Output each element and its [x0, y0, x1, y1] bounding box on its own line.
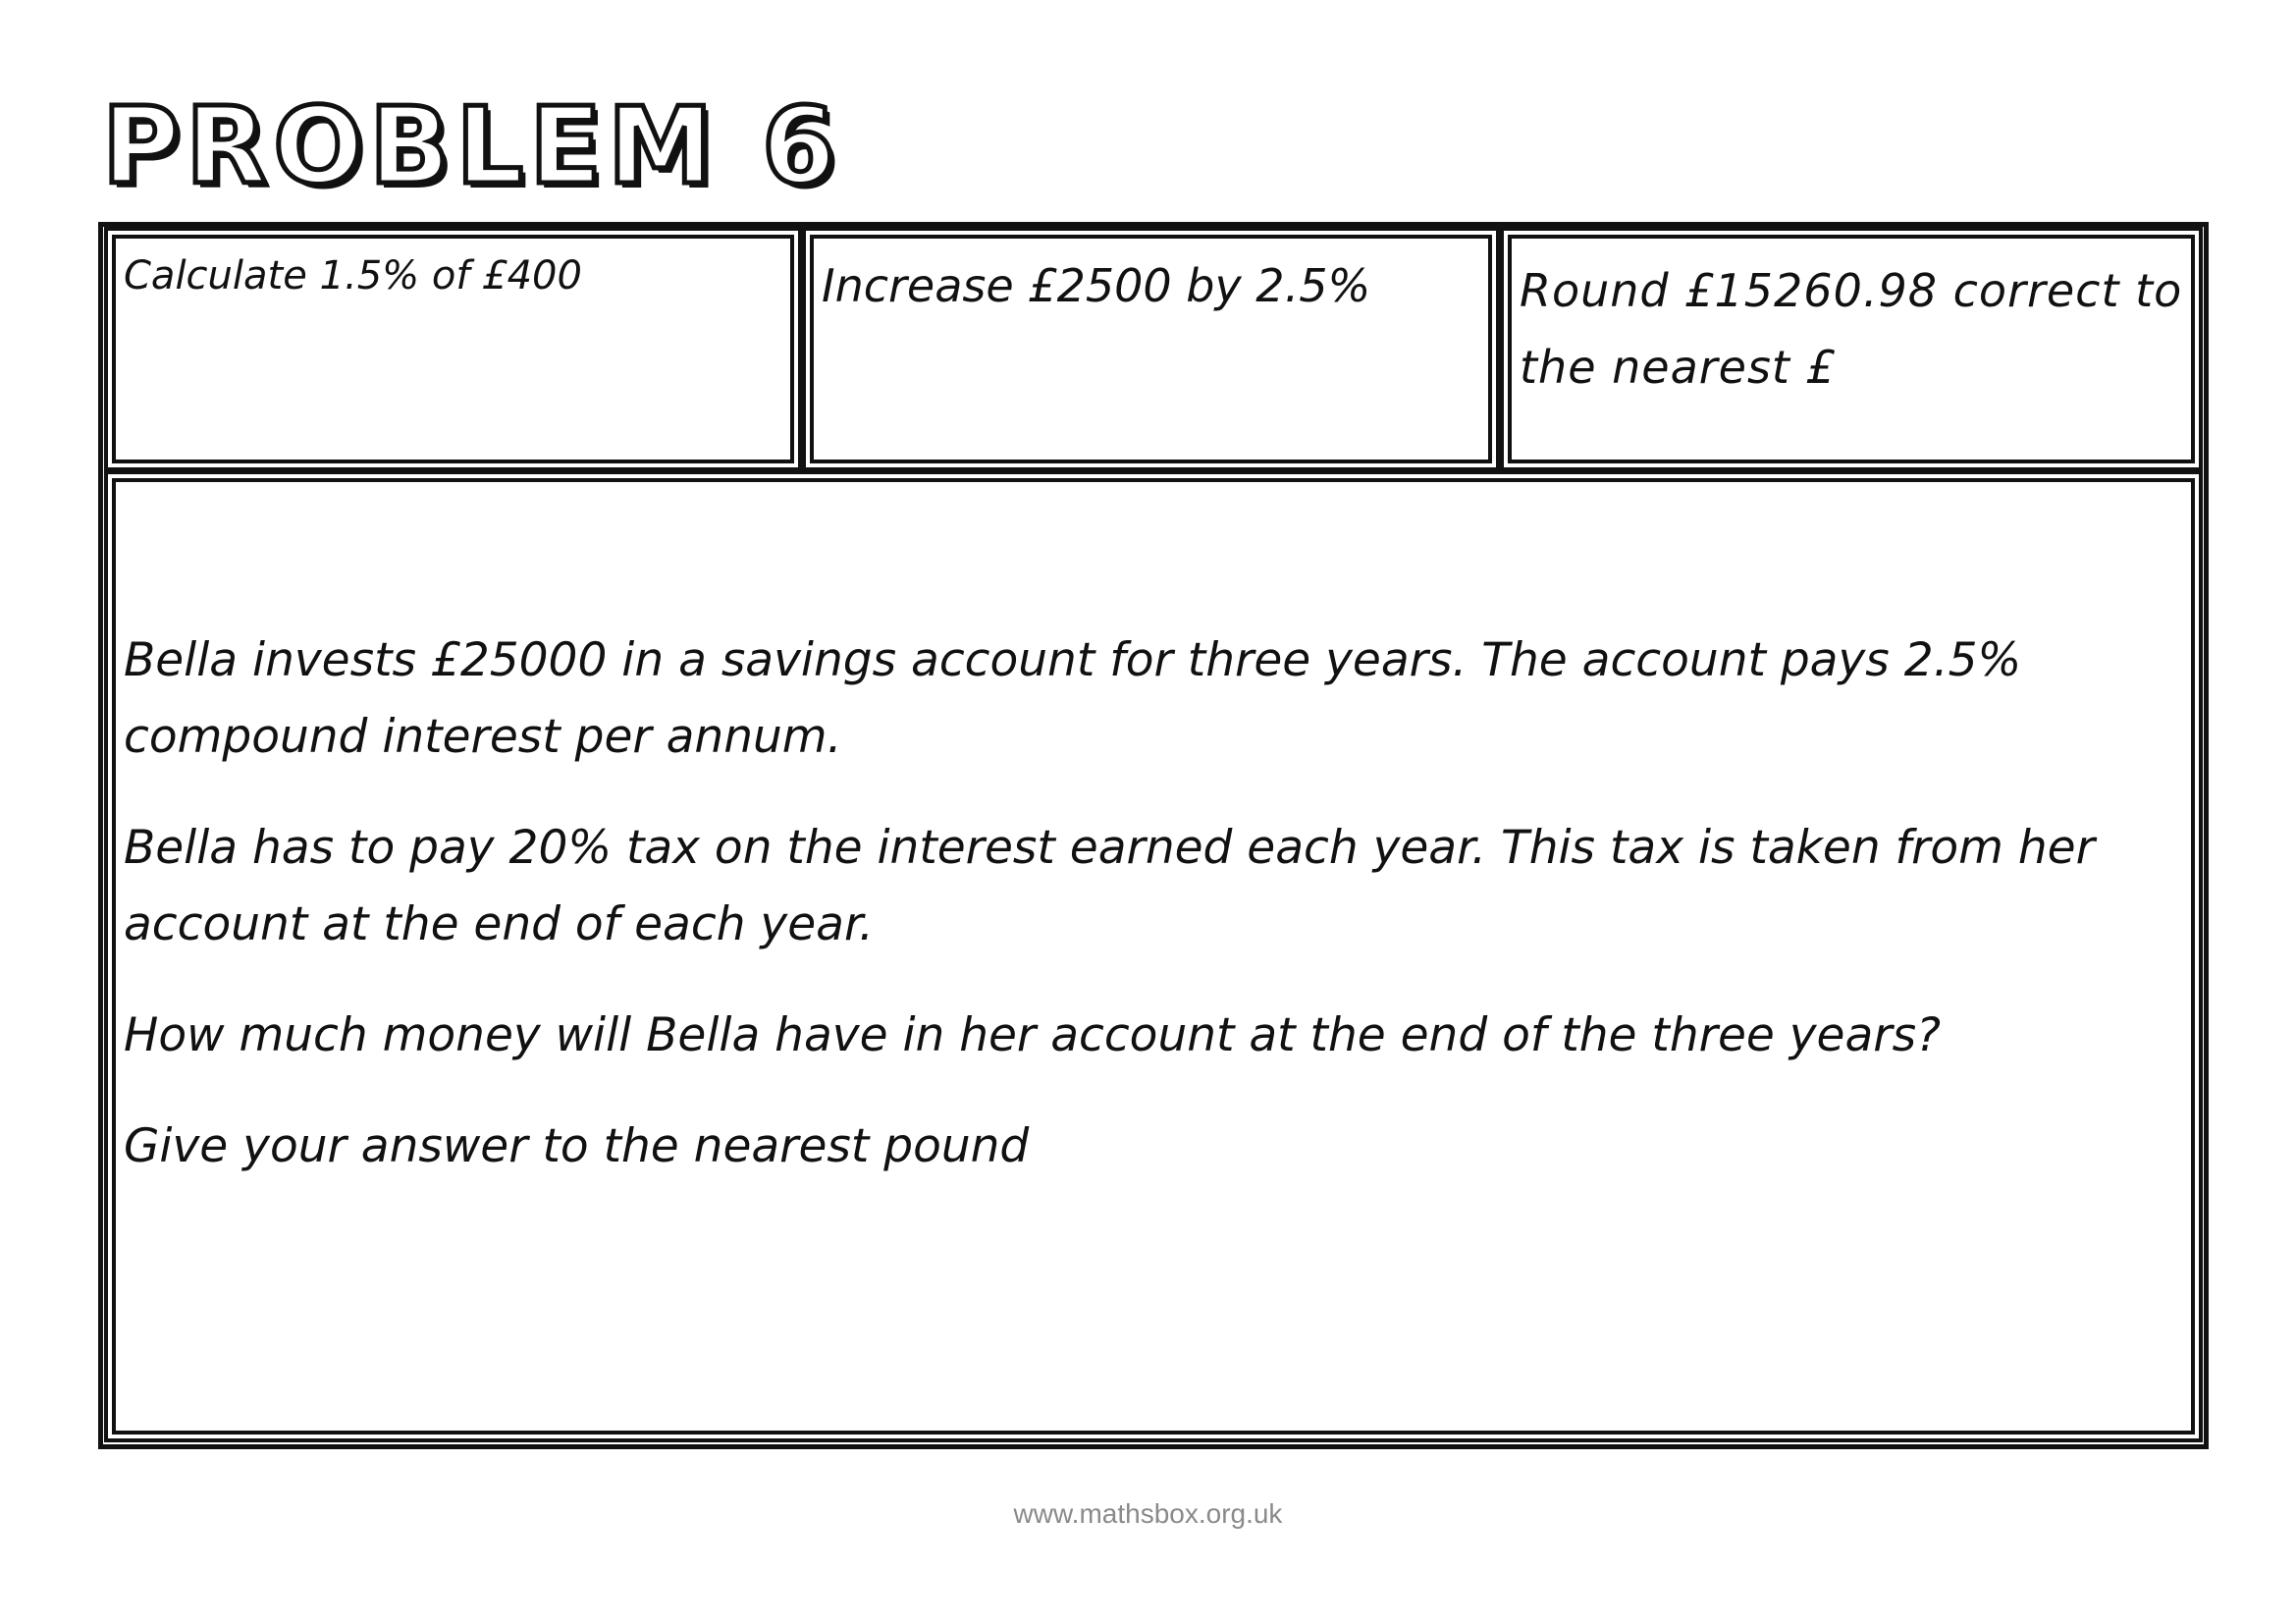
question-text: Calculate 1.5% of £400: [124, 253, 582, 298]
footer-url: www.mathsbox.org.uk: [1013, 1498, 1283, 1529]
problem-paragraph: Give your answer to the nearest pound: [124, 1119, 1030, 1173]
question-text: Round £15260.98 correct to the nearest £: [1520, 264, 2183, 394]
problem-paragraph: Bella invests £25000 in a savings account for three years. The account pays 2.5% compound interest per annum.: [124, 633, 2022, 764]
question-text: Increase £2500 by 2.5%: [822, 259, 1371, 312]
problem-paragraph: How much money will Bella have in her account at the end of the three years?: [124, 1008, 1942, 1062]
question-box-increase: [810, 235, 1492, 463]
page-title: PROBLEM 6: [102, 85, 842, 208]
problem-paragraph: Bella has to pay 20% tax on the interest earned each year. This tax is taken from her account at the end of each year.: [124, 821, 2095, 951]
main-problem-box: [112, 478, 2195, 1435]
question-box-percentage: [112, 235, 794, 463]
question-box-rounding: [1508, 235, 2195, 463]
